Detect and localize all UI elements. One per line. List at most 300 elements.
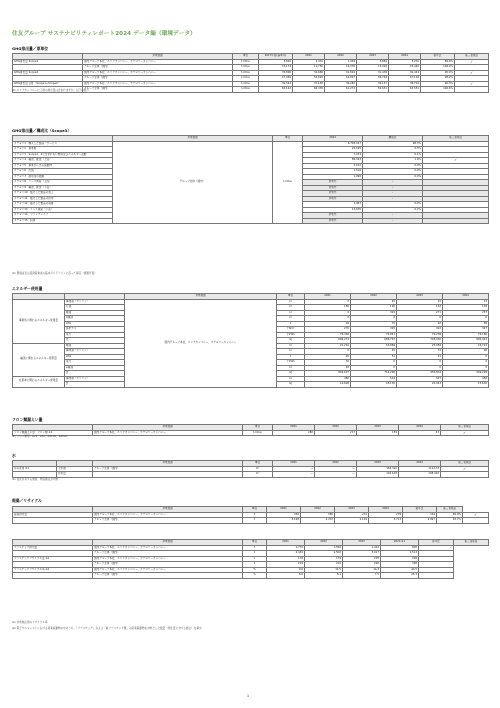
table-cell: 15 xyxy=(397,299,443,305)
table-cell: GJ xyxy=(277,371,305,377)
waste-table xyxy=(12,506,489,524)
table-cell: 47,969 xyxy=(259,76,293,82)
table-cell: m³ xyxy=(243,466,273,472)
table-cell: 20,943 xyxy=(397,382,443,388)
category-label: カテゴリ9 輸送、配送（下流） xyxy=(13,185,113,191)
table-cell: 34,680 xyxy=(293,70,325,76)
table-cell: 国内グループ本社、エリアカンパニー、カテゴリーカンパニー xyxy=(93,430,243,436)
scope3-section-title: GHG排出量／構成比（Scope3） xyxy=(12,128,72,133)
table-row xyxy=(13,573,489,579)
table-cell: 16,606 xyxy=(305,382,351,388)
table-cell: 18,130 xyxy=(351,382,397,388)
water-table xyxy=(12,460,489,478)
table-cell: — xyxy=(273,466,315,472)
table-cell: グループ全体（国内） xyxy=(83,76,233,82)
fuel-label: 電力 xyxy=(65,332,125,338)
category-label: カテゴリ11 販売した製品の使用 xyxy=(13,196,113,202)
table-cell: 3,198 xyxy=(267,518,301,524)
table-cell: 7.5 xyxy=(343,573,381,579)
table-cell: 324 xyxy=(351,310,397,316)
group-label: 事業所に関わるエネルギー使用量 xyxy=(13,299,65,343)
table-cell: GJ xyxy=(277,382,305,388)
table-cell: 25,058 xyxy=(397,343,443,349)
waste-section-title: 廃棄／リサイクル xyxy=(12,498,42,503)
table-cell: 76,841 xyxy=(351,332,397,338)
table-cell: 210 xyxy=(267,562,305,568)
column-header: 2021 xyxy=(293,54,325,60)
table-cell: kl xyxy=(277,376,305,382)
ratio-cell: - xyxy=(363,218,423,224)
table-cell: 0 xyxy=(351,365,397,371)
ratio-cell: 0.2% xyxy=(363,207,423,213)
report-title: 住友グループ サステナビリティレポート2024 データ編（環境データ） xyxy=(12,31,196,37)
table-cell: 13 xyxy=(443,299,489,305)
table-cell: 45 xyxy=(351,299,397,305)
category-label: カテゴリ10 販売した製品の加工 xyxy=(13,191,113,197)
table-cell: 20 xyxy=(305,354,351,360)
ratio-cell: - xyxy=(363,213,423,219)
table-cell: 54,620 xyxy=(293,76,325,82)
table-cell: 398 xyxy=(381,562,419,568)
table-cell: 8.1 xyxy=(305,573,343,579)
category-label: カテゴリ8 リース資産（上流） xyxy=(13,180,113,186)
table-cell: 325 xyxy=(351,327,397,333)
table-cell: 696,274 xyxy=(305,338,351,344)
table-cell: 909,298 xyxy=(443,371,489,377)
table-cell: 1,429 xyxy=(343,545,381,551)
table-cell: 21 xyxy=(397,354,443,360)
table-cell: 800,322 xyxy=(443,338,489,344)
table-cell: 0 xyxy=(305,310,351,316)
table-cell: t-CO₂e xyxy=(233,87,259,93)
fuel-label: A重油 xyxy=(65,365,125,371)
ratio-cell: 98.3% xyxy=(363,141,423,147)
column-header: 対象範囲 xyxy=(93,540,243,546)
fuel-label: 都市ガス xyxy=(65,327,125,333)
table-cell: 産廃排出量 xyxy=(13,512,93,518)
table-cell: 344 xyxy=(403,512,437,518)
table-cell: 水の使用 ※1 xyxy=(13,466,57,472)
table-cell: 716,290 xyxy=(351,371,397,377)
table-cell: kl xyxy=(277,349,305,355)
table-cell: 国内グループ本社、エリアカンパニー、カテゴリーカンパニー xyxy=(93,556,243,562)
category-label: カテゴリ7 雇用者の通勤 xyxy=(13,174,113,180)
fuel-label: 揮発油（ガソリン） xyxy=(65,349,125,355)
table-cell: ✓ xyxy=(441,430,489,436)
category-label: カテゴリ6 出張 xyxy=(13,169,113,175)
table-cell: 126 xyxy=(351,305,397,311)
table-cell: 112,173 xyxy=(399,466,441,472)
column-header: 対象範囲 xyxy=(93,507,243,513)
table-cell: kl xyxy=(277,365,305,371)
column-header: 第三者保証 xyxy=(454,540,489,546)
column-header: 2024 xyxy=(399,425,441,431)
fuel-label: LPG xyxy=(65,321,125,327)
table-cell: グループ全体（国内） xyxy=(93,518,243,524)
table-cell: — xyxy=(273,472,315,478)
column-header: 2022 xyxy=(351,294,397,300)
column-header: 2023 xyxy=(357,461,399,467)
table-cell: 226 xyxy=(343,562,381,568)
plastic-note-2: ※2 電子マニフェストにおける産業廃棄物の中のうち、「プラスチック」および「廃プラスチック類」の産業廃棄物を対象とした数量（発生量に対する割合）を算出 xyxy=(12,627,202,630)
ghg-note: ※1 エリアカンパニーに工場の排出量は含まれますが、以下の通り xyxy=(12,89,90,92)
fuel-label: 計 xyxy=(65,338,125,344)
table-row xyxy=(13,518,489,524)
table-cell: t xyxy=(243,518,267,524)
table-cell: t xyxy=(277,321,305,327)
table-cell: 201 xyxy=(305,562,343,568)
column-header: 2024 xyxy=(303,136,363,142)
table-cell: 271 xyxy=(397,310,443,316)
table-cell: t xyxy=(243,545,267,551)
column-header: 2023 xyxy=(357,54,389,60)
column-header: 構成比 xyxy=(363,136,423,142)
table-cell: ✓ xyxy=(455,59,489,65)
table-cell: 0 xyxy=(351,360,397,366)
table-cell: 217 xyxy=(315,430,357,436)
ratio-cell: - xyxy=(363,196,423,202)
value-cell: 対象外 xyxy=(303,196,363,202)
table-cell: 0 xyxy=(397,365,443,371)
table-cell: 8.6 xyxy=(267,573,305,579)
assurance-cell xyxy=(423,218,489,224)
table-cell: 231 xyxy=(335,512,369,518)
value-cell: 1,516 xyxy=(303,169,363,175)
table-cell: 2,500 xyxy=(305,551,343,557)
value-cell: 対象外 xyxy=(303,213,363,219)
column-header: 2024 ※1 xyxy=(381,540,419,546)
table-cell: 0 xyxy=(443,316,489,322)
table-cell: 国内グループ本社、エリアカンパニー、カテゴリーカンパニー xyxy=(93,545,243,551)
table-cell: 492 xyxy=(267,512,301,518)
column-header: 対象範囲 xyxy=(93,425,243,431)
value-cell: 15,635 xyxy=(303,207,363,213)
scope-cell: 国内グループ本社、エリアカンパニー、カテゴリーカンパニー xyxy=(125,299,277,387)
table-cell: グループ全体（国内） xyxy=(93,466,243,472)
table-cell: グループ全体（国内） xyxy=(83,87,233,93)
table-cell: 90.4% xyxy=(421,70,455,76)
table-cell: 139 xyxy=(443,305,489,311)
category-label: カテゴリ4 輸送、配送（上流） xyxy=(13,158,113,164)
column-header: 単位 xyxy=(243,540,267,546)
table-cell: プラスチックリサイクル率 ※2 xyxy=(13,567,93,573)
column-header: 第三者保証 xyxy=(441,461,489,467)
table-cell: 100.6% xyxy=(421,87,455,93)
table-cell: 76,390 xyxy=(305,332,351,338)
column-header: 2022 xyxy=(301,507,335,513)
table-cell: 11,750 xyxy=(293,65,325,71)
column-header: 対象範囲 xyxy=(93,461,243,467)
column-header: 前年比 xyxy=(419,540,454,546)
table-cell: 51 xyxy=(351,354,397,360)
fuel-label: 電力 xyxy=(65,360,125,366)
table-cell: ✓ xyxy=(455,70,489,76)
table-cell: 39,544 xyxy=(259,81,293,87)
table-cell: t xyxy=(243,562,267,568)
table-cell: 59,651 xyxy=(357,87,389,93)
column-header: 2024 xyxy=(443,294,489,300)
table-cell: 108.4% xyxy=(421,65,455,71)
table-cell: ✓ xyxy=(419,545,454,551)
table-cell: 257 xyxy=(443,310,489,316)
table-cell: kl xyxy=(277,310,305,316)
table-cell: 0 xyxy=(351,316,397,322)
table-cell: 2,116 xyxy=(335,518,369,524)
table-cell: 千kWh xyxy=(277,332,305,338)
table-cell: 75 xyxy=(351,321,397,327)
table-cell: 11.5 xyxy=(305,567,343,573)
table-cell: 270 xyxy=(305,327,351,333)
table-cell: m³ xyxy=(243,472,273,478)
column-header: 2021 xyxy=(273,461,315,467)
category-label: カテゴリ5 事業から出る廃棄物 xyxy=(13,163,113,169)
table-cell: 3,017 xyxy=(343,551,381,557)
table-cell: 32,444 xyxy=(389,70,421,76)
table-cell: ✓ xyxy=(455,81,489,87)
table-cell: GHG排出量 合計（Scope1+Scope2） xyxy=(13,81,83,87)
table-cell: 102,618 xyxy=(357,472,399,478)
table-cell: 3,713 xyxy=(369,518,403,524)
value-cell: 2,102 xyxy=(303,163,363,169)
table-cell: プラスチックリサイクル量 ※2 xyxy=(13,556,93,562)
table-cell: % xyxy=(243,567,267,573)
table-cell: プラスチック排出量 xyxy=(13,545,93,551)
table-cell: 26.3 xyxy=(381,573,419,579)
table-cell: GHG排出量 Scope1 xyxy=(13,59,83,65)
table-cell: 35,127 xyxy=(357,81,389,87)
table-cell: 93.7% xyxy=(437,518,463,524)
table-cell: 63,551 xyxy=(389,87,421,93)
assurance-cell: ✓ xyxy=(423,158,489,164)
table-cell: 15,630 xyxy=(443,382,489,388)
table-cell: 18,889 xyxy=(351,343,397,349)
table-cell: 20 xyxy=(305,321,351,327)
table-cell: 0 xyxy=(443,360,489,366)
fuel-label: 軽油 xyxy=(65,310,125,316)
freon-note: ※1 フロン類別：R22、R32、R410A、R404A xyxy=(12,435,68,438)
table-cell: 72 xyxy=(397,349,443,355)
table-cell: 108,494 xyxy=(399,472,441,478)
table-cell: 90.3% xyxy=(421,81,455,87)
table-cell xyxy=(93,472,243,478)
table-cell: 69.9% xyxy=(437,512,463,518)
table-cell: 14.3 xyxy=(343,567,381,573)
table-cell: t xyxy=(243,551,267,557)
table-cell: kl xyxy=(277,299,305,305)
column-header: 2017年度(基準年) xyxy=(259,54,293,60)
column-header: 対象範囲 xyxy=(113,136,273,142)
table-cell xyxy=(419,573,454,579)
table-cell: 61,274 xyxy=(325,87,357,93)
column-header: 2024 xyxy=(369,507,403,513)
table-cell: % xyxy=(243,573,267,579)
value-cell: 86,343 xyxy=(303,158,363,164)
table-cell: 683,767 xyxy=(351,338,397,344)
group-label: 社用車に関わるエネルギー使用量 xyxy=(13,376,65,387)
table-cell: 国内グループ本社、エリアカンパニー、カテゴリーカンパニー xyxy=(83,59,233,65)
category-label: カテゴリ3 Scope1、2に含まれない燃料及びエネルギー活動 xyxy=(13,152,113,158)
table-cell: 上水道 xyxy=(57,466,93,472)
category-label: カテゴリ14 フランチャイズ xyxy=(13,213,113,219)
value-cell: 対象外 xyxy=(303,191,363,197)
column-header: 単位 xyxy=(243,507,267,513)
table-cell: t-CO₂e xyxy=(233,81,259,87)
plastic-note-1: ※1 対象拠点別のリサイクル率 xyxy=(12,621,48,624)
table-cell: 国内グループ本社、エリアカンパニー、カテゴリーカンパニー xyxy=(93,567,243,573)
column-header: 前年比 xyxy=(403,507,437,513)
table-cell: 278 xyxy=(369,512,403,518)
column-header: 単位 xyxy=(243,461,273,467)
table-cell: 89 xyxy=(443,321,489,327)
table-cell: 0 xyxy=(443,365,489,371)
table-cell: 170 xyxy=(267,556,305,562)
table-cell: t-CO₂e xyxy=(233,59,259,65)
table-cell: 955,834 xyxy=(397,371,443,377)
category-label: カテゴリ15 投資 xyxy=(13,218,113,224)
plastic-table xyxy=(12,539,489,579)
column-header: 単位 xyxy=(277,294,305,300)
water-section-title: 水 xyxy=(12,453,16,458)
table-cell: 46,748 xyxy=(357,76,389,82)
column-header: 第三者保証 xyxy=(423,136,489,142)
table-cell: 15,174 xyxy=(259,65,293,71)
table-cell: 1,770 xyxy=(267,545,305,551)
table-cell: t-CO₂e xyxy=(243,430,273,436)
ratio-cell: - xyxy=(363,180,423,186)
ratio-cell: 0.0% xyxy=(363,163,423,169)
table-row xyxy=(13,472,489,478)
column-header: 前年比 xyxy=(421,54,455,60)
column-header: 対象範囲 xyxy=(125,294,277,300)
table-cell: グループ全体（国内） xyxy=(93,573,243,579)
table-cell: 35,724 xyxy=(389,81,421,87)
table-cell: — xyxy=(315,466,357,472)
column-header: 2021 xyxy=(267,540,305,546)
table-cell: 66,330 xyxy=(293,87,325,93)
category-label: カテゴリ1 購入した製品・サービス xyxy=(13,141,113,147)
fuel-label: LPG xyxy=(65,354,125,360)
table-cell: 16,449 xyxy=(389,65,421,71)
freon-table xyxy=(12,424,489,436)
table-cell: 13,903 xyxy=(357,65,389,71)
table-cell xyxy=(463,518,489,524)
column-header: 2024 xyxy=(389,54,421,60)
table-cell: 千Nm³ xyxy=(277,327,305,333)
table-cell: 2,470 xyxy=(293,59,325,65)
ratio-cell: 0.3% xyxy=(363,147,423,153)
category-label: カテゴリ2 資本財 xyxy=(13,147,113,153)
energy-section-title: エネルギー使用量 xyxy=(12,286,43,291)
table-cell: 40.5 xyxy=(381,567,419,573)
table-cell: 133 xyxy=(397,305,443,311)
table-cell: 179 xyxy=(305,556,343,562)
table-cell xyxy=(13,573,93,579)
table-cell: 164,322 xyxy=(357,466,399,472)
table-cell: 2,470 xyxy=(301,518,335,524)
ratio-cell: - xyxy=(363,185,423,191)
table-cell: t-CO₂e xyxy=(233,65,259,71)
table-cell: 0 xyxy=(305,316,351,322)
table-cell: グループ全体（国内） xyxy=(93,562,243,568)
table-cell: 205 xyxy=(343,556,381,562)
ratio-cell: 0.0% xyxy=(363,169,423,175)
table-cell: 千kWh xyxy=(277,360,305,366)
category-label: カテゴリ12 販売した製品の廃棄 xyxy=(13,202,113,208)
table-cell: 国内グループ本社、エリアカンパニー、カテゴリーカンパニー xyxy=(93,512,243,518)
table-cell: t-CO₂e xyxy=(233,76,259,82)
ratio-cell: 1.0% xyxy=(363,158,423,164)
table-cell: 63,142 xyxy=(259,87,293,93)
fuel-label: 揮発油（ガソリン） xyxy=(65,376,125,382)
table-cell: グループ全体（国内） xyxy=(83,65,233,71)
table-cell: 47 xyxy=(399,430,441,436)
table-cell: GJ xyxy=(277,338,305,344)
value-cell: 対象外 xyxy=(303,185,363,191)
column-header: 単位 xyxy=(273,136,303,142)
table-cell: 2,997 xyxy=(403,518,437,524)
value-cell: 1,463 xyxy=(303,202,363,208)
table-cell: 0 xyxy=(443,354,489,360)
column-header: 2022 xyxy=(315,461,357,467)
table-cell: 450 xyxy=(443,376,489,382)
column-header: 2021 xyxy=(267,507,301,513)
table-cell: 280 xyxy=(273,430,315,436)
table-cell: 0 xyxy=(305,299,351,305)
table-cell: 23,724 xyxy=(443,343,489,349)
water-note: ※1 自社所有する施設、物流拠点が対象 xyxy=(12,478,59,481)
table-cell xyxy=(455,87,489,93)
ghg-table xyxy=(12,53,489,93)
column-header: 2021 xyxy=(273,425,315,431)
table-cell xyxy=(13,518,93,524)
table-cell: 22,210 xyxy=(305,343,351,349)
table-cell: ✓ xyxy=(463,512,489,518)
column-header: 2023 xyxy=(397,294,443,300)
value-cell: 20,025 xyxy=(303,147,363,153)
ratio-cell: 0.0% xyxy=(363,202,423,208)
value-cell: 7,233 xyxy=(303,152,363,158)
fuel-label: 計 xyxy=(65,371,125,377)
column-header: 第三者保証 xyxy=(441,425,489,431)
table-cell: kl xyxy=(277,343,305,349)
table-cell: 326 xyxy=(381,556,419,562)
column-header: 2023 xyxy=(335,507,369,513)
column-header: 対象範囲 xyxy=(83,54,233,60)
table-cell: GHG排出量 Scope2 xyxy=(13,70,83,76)
table-cell: 9.6 xyxy=(267,567,305,573)
table-cell: 31,438 xyxy=(357,70,389,76)
unit-cell: t-CO₂e xyxy=(273,141,303,224)
table-cell: 98.2% xyxy=(421,76,455,82)
table-cell: 347 xyxy=(443,327,489,333)
ratio-cell: 0.0% xyxy=(363,174,423,180)
scope-cell: グループ全体（国内） xyxy=(113,141,273,224)
fuel-label: 灯油 xyxy=(65,305,125,311)
column-header: 2023 xyxy=(343,540,381,546)
column-header: 第三者保証 xyxy=(437,507,463,513)
fuel-label: 軽油 xyxy=(65,343,125,349)
table-cell: 1,513 xyxy=(381,551,419,557)
table-cell: 37,150 xyxy=(293,81,325,87)
table-cell: ✓ xyxy=(441,466,489,472)
table-cell: 322 xyxy=(397,327,443,333)
table-row xyxy=(13,430,489,436)
fuel-label: A重油 xyxy=(65,316,125,322)
column-header: 2022 xyxy=(305,540,343,546)
column-header: 単位 xyxy=(233,54,259,60)
column-header: 2022 xyxy=(315,425,357,431)
table-cell: t-CO₂e xyxy=(233,70,259,76)
